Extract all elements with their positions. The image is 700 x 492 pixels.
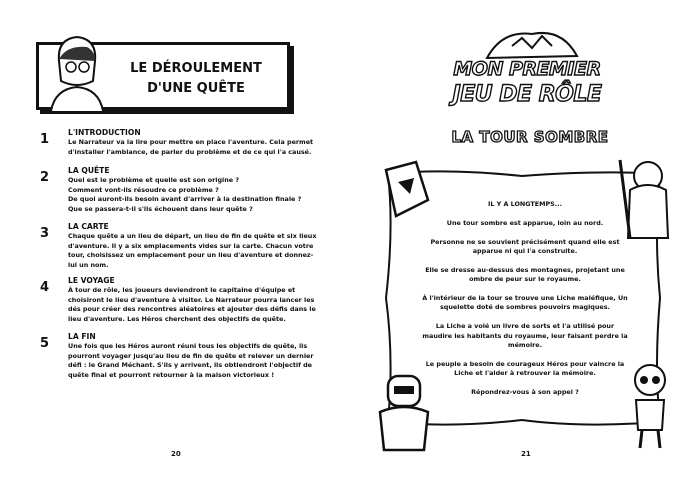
- hero-portrait-illustration: [47, 31, 107, 111]
- title-box: [36, 42, 290, 110]
- section-voyage: 4 LE VOYAGE À tour de rôle, les joueurs deviendront le capitaine d'équipe et choisiront le lieu d'aventure à visiter. Le Narrateur pourra lancer les dés pour créer des rencontres aléatoires et ajouter des défis dans le lieu d'aventure. Les Héros cherchent des objectifs de quête.: [40, 276, 316, 323]
- section-fin: 5 LA FIN Une fois que les Héros auront réuni tous les objectifs de quête, ils pourront voyager jusqu'au lieu de fin de quête et relever un dernier défi : le Grand Méchant. S'ils y arrivent, ils obtiendront l'objectif de quête final et pourront retourner à la maison victorieux !: [40, 332, 314, 379]
- story-title: LA TOUR SOMBRE: [451, 128, 609, 146]
- story-text: IL Y A LONGTEMPS... Une tour sombre est apparue, loin au nord. Personne ne se souvient précisément quand elle est apparue ni qui l'a construite. Elle se dresse au-dessus des montagnes, projetant une ombre de peur sur le royaume. À l'intérieur de la tour se trouve une Liche maléfique, Un squelette doté de sombres pouvoirs magiques. La Liche a volé un livre de sorts et l'a utilisé pour maudire les habitants du royaume, leur faisant perdre la mémoire. Le peuple a besoin de courageux Héros pour vaincre la Liche et l'aider à retrouver la mémoire. Répondrez-vous à son appel ?: [422, 200, 628, 397]
- page-title: LE DÉROULEMENT D'UNE QUÊTE: [130, 61, 262, 96]
- section-carte: 3 LA CARTE Chaque quête a un lieu de départ, un lieu de fin de quête et six lieux d'aventure. Il y a six emplacements vides sur la carte. Chacun votre tour, choisissez un emplacement pour un lieu d'aventure et donnez-lui un nom.: [40, 222, 317, 269]
- page-number: 21: [521, 450, 531, 458]
- page-number: 20: [171, 450, 181, 458]
- game-logo: MON PREMIER JEU DE RÔLE: [422, 30, 632, 120]
- section-quete: 2 LA QUÊTE Quel est le problème et quelle est son origine ? Comment vont-ils résoudre ce problème ? De quoi auront-ils besoin avant d'arriver à la destination finale ? Que se passera-t-il s'ils échouent dans leur quête ?: [40, 166, 302, 213]
- beast-illustration: [482, 26, 582, 60]
- right-page: [350, 0, 700, 492]
- section-introduction: 1 L'INTRODUCTION Le Narrateur va la lire pour mettre en place l'aventure. Cela permet d'installer l'ambiance, de parler du problème et de ce qui l'a causé.: [40, 128, 314, 156]
